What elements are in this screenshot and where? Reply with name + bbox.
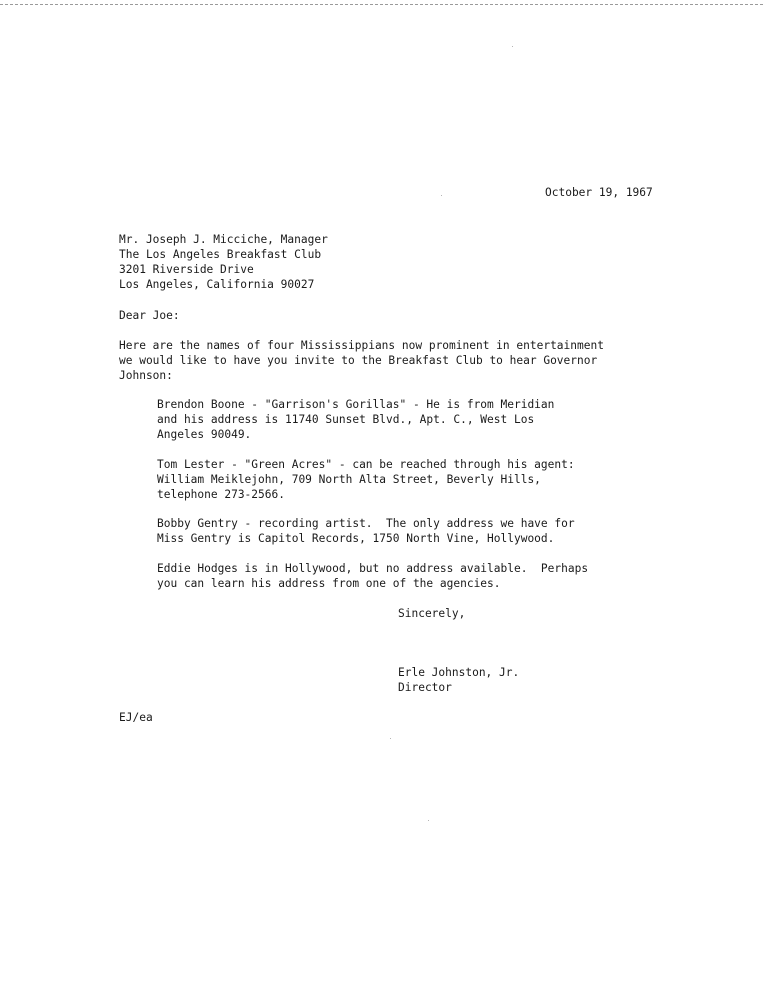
- closing: Sincerely,: [398, 607, 466, 620]
- entry-line: telephone 273-2566.: [157, 488, 285, 501]
- recipient-line: Los Angeles, California 90027: [119, 278, 315, 291]
- letter-date: October 19, 1967: [545, 186, 653, 199]
- intro-line: Here are the names of four Mississippians now prominent in entertainment: [119, 339, 604, 352]
- scan-speck: [428, 820, 429, 821]
- entry-line: Tom Lester - "Green Acres" - can be reached through his agent:: [157, 458, 575, 471]
- scan-speck: [512, 46, 513, 47]
- entry-line: Bobby Gentry - recording artist. The only address we have for: [157, 517, 575, 530]
- scan-speck: [390, 738, 391, 739]
- recipient-line: The Los Angeles Breakfast Club: [119, 248, 322, 261]
- recipient-line: 3201 Riverside Drive: [119, 263, 254, 276]
- entry-line: Eddie Hodges is in Hollywood, but no address available. Perhaps: [157, 562, 589, 575]
- recipient-line: Mr. Joseph J. Micciche, Manager: [119, 233, 328, 246]
- signer-title: Director: [398, 681, 452, 694]
- salutation: Dear Joe:: [119, 309, 180, 322]
- reference-initials: EJ/ea: [119, 711, 153, 724]
- intro-line: Johnson:: [119, 369, 173, 382]
- entry-line: Angeles 90049.: [157, 428, 252, 441]
- entry-line: and his address is 11740 Sunset Blvd., Apt. C., West Los: [157, 413, 535, 426]
- intro-line: we would like to have you invite to the Breakfast Club to hear Governor: [119, 354, 598, 367]
- scan-speck: [441, 195, 442, 196]
- entry-line: Brendon Boone - "Garrison's Gorillas" - He is from Meridian: [157, 398, 555, 411]
- entry-line: William Meiklejohn, 709 North Alta Street, Beverly Hills,: [157, 473, 541, 486]
- signer-name: Erle Johnston, Jr.: [398, 666, 520, 679]
- entry-line: Miss Gentry is Capitol Records, 1750 North Vine, Hollywood.: [157, 532, 555, 545]
- entry-line: you can learn his address from one of the agencies.: [157, 577, 501, 590]
